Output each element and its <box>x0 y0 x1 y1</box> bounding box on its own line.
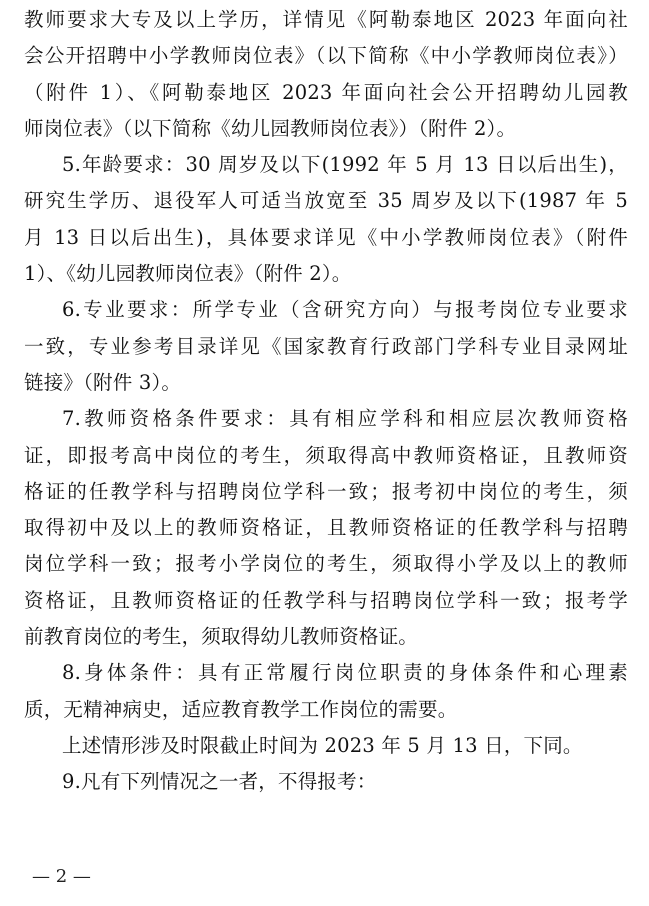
text-line: 质，无精神病史，适应教育教学工作岗位的需要。 <box>24 697 458 721</box>
text-line: （附件 1）、《阿勒泰地区 2023 年面向社会公开招聘幼儿园教 <box>24 80 628 104</box>
paragraph-deadline-note: 上述情形涉及时限截止时间为 2023 年 5 月 13 日，下同。 <box>62 733 583 757</box>
text-line: 资格证，且教师资格证的任教学科与招聘岗位学科一致；报考学 <box>24 588 628 612</box>
text-line: 前教育岗位的考生，须取得幼儿教师资格证。 <box>24 625 419 649</box>
text-line: 会公开招聘中小学教师岗位表》（以下简称《中小学教师岗位表》） <box>24 44 628 68</box>
paragraph-teacher-qualification: 7.教师资格条件要求：具有相应学科和相应层次教师资格 <box>62 407 628 431</box>
text-line: 1）、《幼儿园教师岗位表》（附件 2）。 <box>24 262 352 286</box>
paragraph-major-requirement: 6.专业要求：所学专业（含研究方向）与报考岗位专业要求 <box>62 298 628 322</box>
page-number: — 2 — <box>32 866 91 887</box>
text-line: 证，即报考高中岗位的考生，须取得高中教师资格证，且教师资 <box>24 443 628 467</box>
text-line: 教师要求大专及以上学历，详情见《阿勒泰地区 2023 年面向社 <box>24 8 628 31</box>
paragraph-physical-condition: 8.身体条件：具有正常履行岗位职责的身体条件和心理素 <box>62 661 628 685</box>
paragraph-disqualification: 9.凡有下列情况之一者，不得报考： <box>62 770 377 794</box>
paragraph-age-requirement: 5.年龄要求：30 周岁及以下(1992 年 5 月 13 日以后出生)， <box>62 153 628 177</box>
text-line: 师岗位表》（以下简称《幼儿园教师岗位表》）（附件 2）。 <box>24 116 517 140</box>
text-line: 取得初中及以上的教师资格证，且教师资格证的任教学科与招聘 <box>24 516 628 540</box>
text-line: 月 13 日以后出生)，具体要求详见《中小学教师岗位表》（附件 <box>24 225 628 249</box>
text-line: 岗位学科一致；报考小学岗位的考生，须取得小学及以上的教师 <box>24 552 628 576</box>
text-line: 一致，专业参考目录详见《国家教育行政部门学科专业目录网址 <box>24 334 628 358</box>
body-text <box>24 2 628 801</box>
text-line: 格证的任教学科与招聘岗位学科一致；报考初中岗位的考生，须 <box>24 479 628 503</box>
text-line: 链接》（附件 3）。 <box>24 370 182 394</box>
text-line: 研究生学历、退役军人可适当放宽至 35 周岁及以下(1987 年 5 <box>24 189 628 213</box>
